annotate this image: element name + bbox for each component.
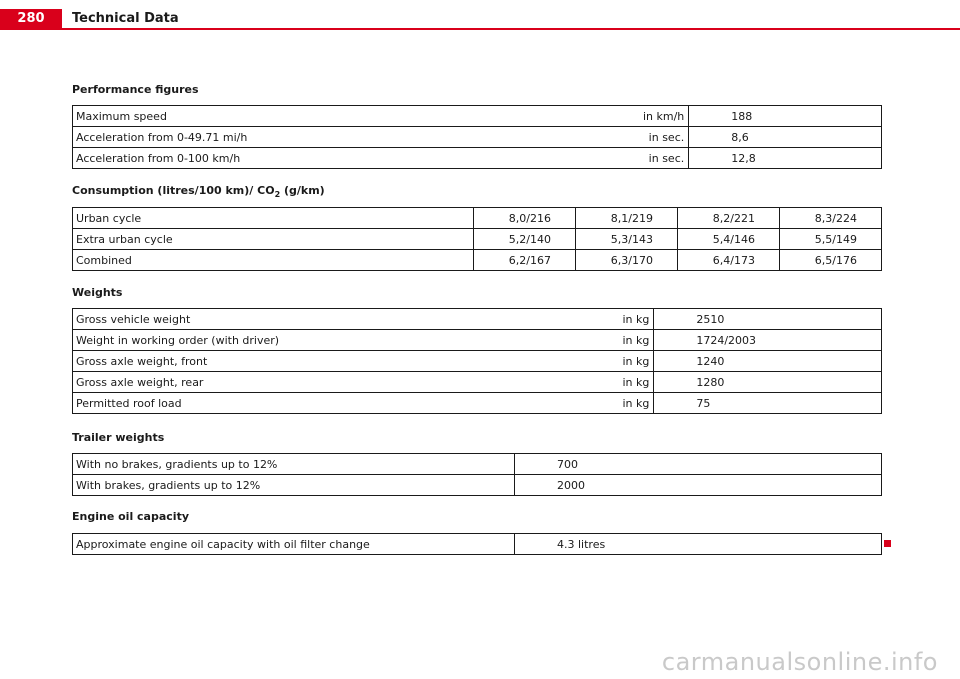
row-label: With brakes, gradients up to 12% [73,475,515,496]
performance-table [72,105,882,169]
row-label: Maximum speed [73,106,559,127]
trailer-table [72,453,882,496]
table-row [73,229,882,250]
row-unit: in sec. [559,148,689,169]
row-unit: in sec. [559,127,689,148]
row-value: 75 [654,393,882,414]
row-value: 1240 [654,351,882,372]
row-unit: in kg [524,309,654,330]
row-label: Combined [73,250,474,271]
table-row [73,393,882,414]
weights-heading: Weights [72,286,123,299]
row-value: 1724/2003 [654,330,882,351]
row-value: 2000 [515,475,882,496]
row-label: Permitted roof load [73,393,524,414]
row-value: 188 [689,106,882,127]
row-value: 1280 [654,372,882,393]
table-row [73,454,882,475]
cell-value: 6,3/170 [576,250,678,271]
row-label: Approximate engine oil capacity with oil filter change [73,534,515,555]
row-value: 12,8 [689,148,882,169]
row-unit: in kg [524,372,654,393]
cell-value: 8,0/216 [474,208,576,229]
row-unit: in kg [524,351,654,372]
page-header [0,0,960,30]
row-label: With no brakes, gradients up to 12% [73,454,515,475]
cell-value: 8,1/219 [576,208,678,229]
table-row [73,309,882,330]
cell-value: 6,2/167 [474,250,576,271]
table-row [73,106,882,127]
table-row [73,250,882,271]
cell-value: 5,4/146 [678,229,780,250]
page-title: Technical Data [72,11,179,26]
table-row [73,330,882,351]
cell-value: 5,5/149 [780,229,882,250]
cell-value: 8,2/221 [678,208,780,229]
page-number: 280 [0,9,62,29]
table-row [73,208,882,229]
co2-subscript: 2 [274,190,281,200]
consumption-table [72,207,882,271]
table-row [73,372,882,393]
trailer-heading: Trailer weights [72,431,165,444]
table-row [73,475,882,496]
row-value: 700 [515,454,882,475]
consumption-heading-end: (g/km) [280,184,325,197]
table-row [73,148,882,169]
row-value: 4.3 litres [515,534,882,555]
consumption-heading [72,184,325,199]
row-label: Gross vehicle weight [73,309,524,330]
consumption-heading-main: Consumption (litres/100 km)/ CO [72,184,275,197]
cell-value: 6,5/176 [780,250,882,271]
row-label: Acceleration from 0-49.71 mi/h [73,127,559,148]
row-label: Acceleration from 0-100 km/h [73,148,559,169]
cell-value: 5,3/143 [576,229,678,250]
row-unit: in kg [524,393,654,414]
table-row [73,127,882,148]
performance-heading: Performance figures [72,83,199,96]
row-label: Urban cycle [73,208,474,229]
cell-value: 8,3/224 [780,208,882,229]
watermark: carmanualsonline.info [661,648,938,676]
oil-heading: Engine oil capacity [72,510,189,523]
row-value: 8,6 [689,127,882,148]
cell-value: 5,2/140 [474,229,576,250]
row-label: Extra urban cycle [73,229,474,250]
row-unit: in km/h [559,106,689,127]
table-row [73,534,882,555]
row-value: 2510 [654,309,882,330]
weights-table [72,308,882,414]
row-label: Gross axle weight, front [73,351,524,372]
oil-table [72,533,882,555]
cell-value: 6,4/173 [678,250,780,271]
row-label: Gross axle weight, rear [73,372,524,393]
row-label: Weight in working order (with driver) [73,330,524,351]
section-end-marker [884,540,891,547]
table-row [73,351,882,372]
row-unit: in kg [524,330,654,351]
